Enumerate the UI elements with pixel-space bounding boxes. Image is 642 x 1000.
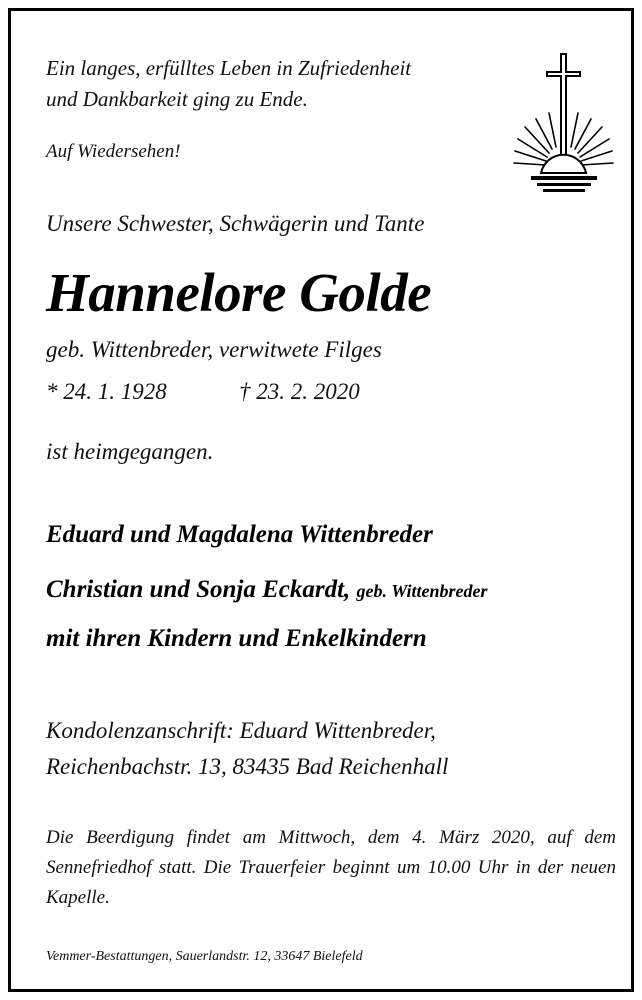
death-date: † 23. 2. 2020 [239,379,360,404]
deceased-name: Hannelore Golde [46,262,432,323]
intro-line-2: und Dankbarkeit ging zu Ende. [46,87,308,111]
undertaker-info: Vemmer-Bestattungen, Sauerlandstr. 12, 33647 Bielefeld [46,949,363,964]
birth-name: geb. Wittenbreder, verwitwete Filges [46,337,382,362]
mourner-line-2-main: Christian und Sonja Eckardt, [46,576,351,603]
notice-frame [8,8,634,992]
mourner-line-3: mit ihren Kindern und Enkelkindern [46,625,427,652]
passed-text: ist heimgegangen. [46,439,214,464]
funeral-info: Die Beerdigung findet am Mittwoch, dem 4. März 2020, auf dem Sennefriedhof statt. Die Trauerfeier beginnt um 10.00 Uhr in der neuen Kapelle. [46,827,616,908]
mourner-line-2 [46,576,488,604]
condolence-line-2: Reichenbachstr. 13, 83435 Bad Reichenhall [46,754,449,779]
intro-line-1: Ein langes, erfülltes Leben in Zufriedenheit [46,56,412,80]
relation-text: Unsere Schwester, Schwägerin und Tante [46,211,425,236]
mourner-line-2-suffix: geb. Wittenbreder [356,581,488,601]
farewell-text: Auf Wiedersehen! [46,141,181,162]
cross-sunrise-icon [511,49,623,199]
condolence-line-1: Kondolenzanschrift: Eduard Wittenbreder, [46,718,436,743]
mourner-line-1: Eduard und Magdalena Wittenbreder [46,521,433,548]
condolence-address [46,713,448,785]
birth-date: * 24. 1. 1928 [46,379,167,404]
intro-text [46,53,411,115]
